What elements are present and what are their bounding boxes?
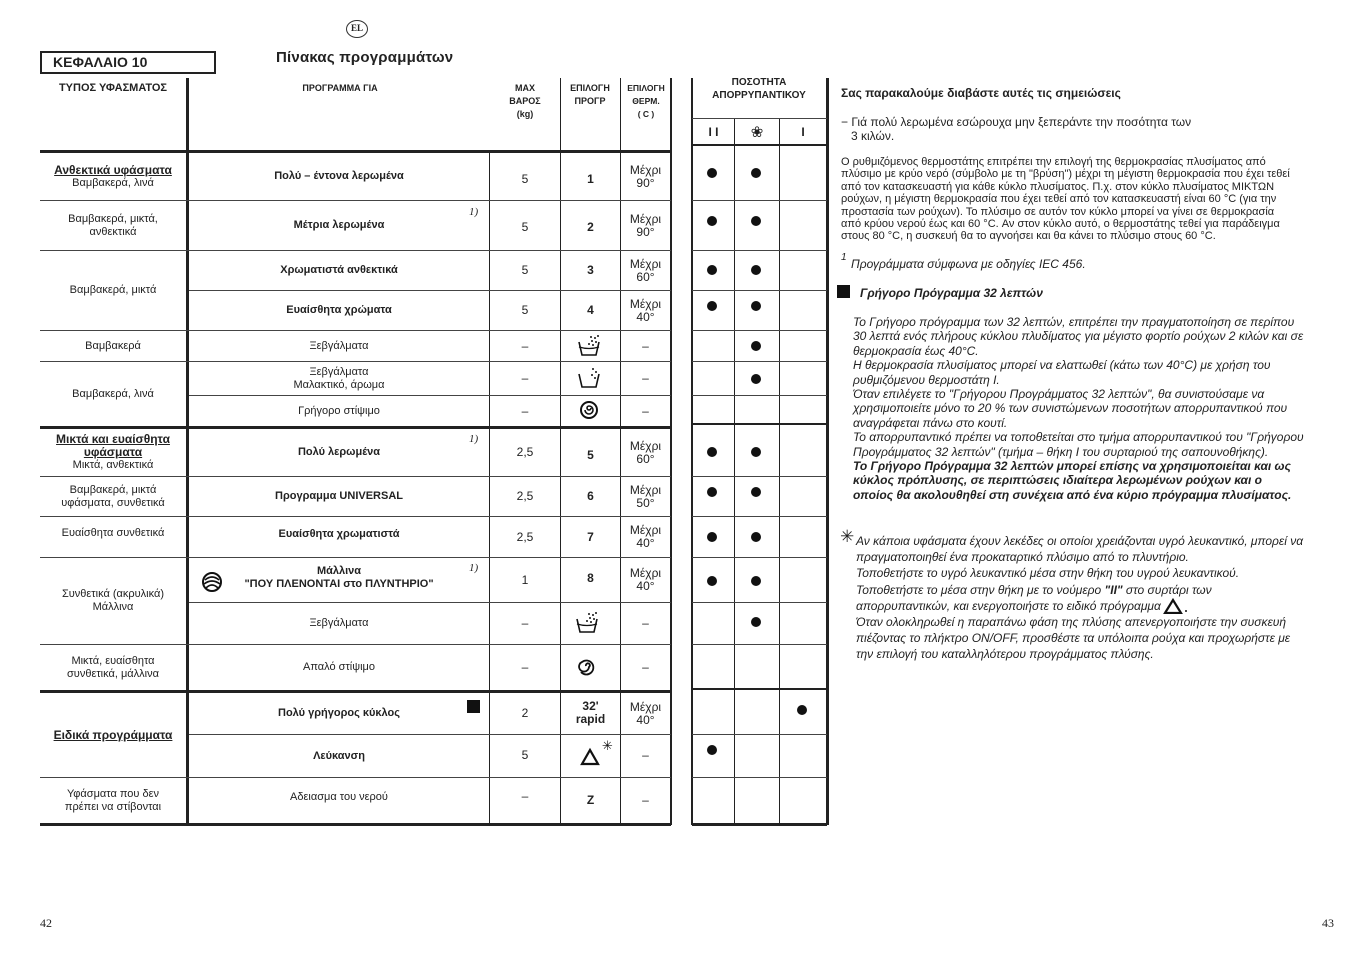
fabric-cell: Βαμβακερά, μικτά xyxy=(69,284,157,296)
spin-icon xyxy=(579,400,599,420)
prog-select-cell: 8 xyxy=(587,570,594,585)
rapid-paragraph: Το Γρήγορο πρόγραμμα των 32 λεπτών, επιτρέπει την πραγματοποίηση σε περίπου 30 λεπτά ενός πλήρους κύκλου πλυδίματος για μέγιστο φορτίο ρούχων 2 κιλών και σε θερμοκρασία έως 40°C. Η θερμοκρασία πλυσίματος μπορεί να ελαττωθεί (κάτω των 40°C) με χρήση του ρυθμιζόμενου θερμοστάτη I. Όταν επιλέγετε το "Γρήγορου Προγράμματος 32 λεπτών", θα συνιστούσαμε να χρησιμοποιείτε μόνο το 20 % των συνιστώμενων ποσοτήτων απορρυπαντικού που αναγράφεται πάνω στο κουτί. Το απορρυπαντικό πρέπει να τοποθετείται στο τμήμα απορρυπαντικού του "Γρήγορου Προγράμματος 32 λεπτών" (τμήμα – θήκη I του συρταριού της σαπουνοθήκης). Το Γρήγορο Πρόγραμμα 32 λεπτών μπορεί επίσης να χρησιμοποιείται και ως κύκλος πρόπλυσης, σε περιπτώσεις ιδιαίτερα λερωμένων ρούχων και ο οποίος θα ακολουθηθεί στη συνέχεια από ένα κύριο πρόγραμμα πλυσίματος. xyxy=(853,315,1304,502)
fabric-cell: Ευαίσθητα συνθετικά xyxy=(61,526,165,539)
weight-cell: 2 xyxy=(521,706,529,720)
footnote-ref: 1) xyxy=(469,562,479,574)
dot-marker xyxy=(751,374,761,384)
weight-cell: – xyxy=(521,616,529,630)
detergent-header: ΠΟΣΟΤΗΤΑ ΑΠΟΡΡΥΠΑΝΤΙΚΟΥ xyxy=(712,77,806,101)
rinse-icon xyxy=(577,334,603,358)
footnote-ref: 1) xyxy=(469,433,479,445)
prog-select-cell: 2 xyxy=(587,219,594,234)
rapid-square-icon xyxy=(467,700,480,713)
dot-marker xyxy=(707,168,717,178)
dot-marker xyxy=(751,617,761,627)
asterisk-icon: ✳ xyxy=(840,527,855,547)
dot-marker xyxy=(751,532,761,542)
dot-marker xyxy=(707,532,717,542)
program-cell: Αδειασμα του νερού xyxy=(290,790,388,803)
bleach-triangle-icon xyxy=(1161,598,1189,614)
program-cell: Λεύκανση xyxy=(313,749,365,762)
weight-cell: 1 xyxy=(521,572,529,587)
dot-marker xyxy=(751,265,761,275)
wool-icon xyxy=(200,570,224,594)
weight-cell: 5 xyxy=(521,263,529,277)
softener-flower-icon: ❀ xyxy=(750,123,764,141)
col-program-header: ΠΡΟΓΡΑΜΜΑ ΓΙΑ xyxy=(302,83,378,93)
program-cell: Απαλό στίψιμο xyxy=(303,661,375,673)
col-prog-select-header: ΕΠΙΛΟΓΗ ΠΡΟΓΡ xyxy=(570,83,610,106)
weight-cell: 5 xyxy=(521,747,529,762)
weight-cell: – xyxy=(521,403,529,418)
chapter-label: ΚΕΦΑΛΑΙΟ 10 xyxy=(40,51,216,74)
program-cell: Ευαίσθητα χρωματιστά xyxy=(278,527,400,540)
footnote-ref: 1) xyxy=(469,206,479,218)
temp-cell: Μέχρι 90° xyxy=(629,211,662,239)
svg-text:✳: ✳ xyxy=(602,739,613,754)
dot-marker xyxy=(707,447,717,457)
temp-cell: – xyxy=(642,616,649,630)
weight-cell: 2,5 xyxy=(516,529,534,544)
dot-marker xyxy=(751,576,761,586)
fabric-cell: Βαμβακερά, λινά xyxy=(72,387,154,400)
col-fabric-header: ΤΥΠΟΣ ΥΦΑΣΜΑΤΟΣ xyxy=(58,82,168,94)
fabric-cell: Μικτά και ευαίσθητα υφάσματα Μικτά, ανθεκτικά xyxy=(56,432,170,471)
program-cell: Ξεβγάλματα Μαλακτικό, άρωμα xyxy=(293,365,385,391)
footnote-mark: 1 xyxy=(841,252,847,263)
thermostat-paragraph: Ο ρυθμιζόμενος θερμοστάτης επιτρέπει την επιλογή της θερμοκρασίας πλυσίματος από πλύσιμο με κρύο νερό (σύμβολο με τη "βρύση") μέχρι τη μέγιστη θερμοκρασία που έχει τεθεί από τον κατασκευαστή για κάθε κύκλο πλυσίματος. Π.χ. στον κύκλο πλυσίματος ΜΙΚΤΩΝ ρούχων, η μέγιστη θερμοκρασία που έχει τεθεί από τον κατασκευαστή είναι 60 °C (για την προστασία των ρούχων). Το πλύσιμο σε αυτόν τον κύκλο μπορεί να γίνει σε θερμοκρασία από κρύου νερού έως και 60 °C. Αν στον κύκλο αυτό, ο θερμοστάτης τεθεί για παράδειγμα στους 80 °C, η συσκευή θα το αγνοήσει και θα κάνει το πλύσιμο στους 60 °C. xyxy=(841,156,1290,243)
dot-marker xyxy=(707,487,717,497)
fabric-cell: Βαμβακερά xyxy=(85,339,141,352)
compartment-ii-label: I I xyxy=(708,124,719,139)
temp-cell: Μέχρι 40° xyxy=(629,296,662,324)
dot-marker xyxy=(751,341,761,351)
prog-select-cell: 5 xyxy=(587,447,594,462)
program-cell: Πολύ λερωμένα xyxy=(297,446,381,458)
temp-cell: Μέχρι 50° xyxy=(629,482,662,510)
temp-cell: – xyxy=(642,371,649,385)
bleach-icon xyxy=(578,738,618,768)
dot-marker xyxy=(707,576,717,586)
program-cell: Ευαίσθητα χρώματα xyxy=(286,304,392,316)
weight-cell: – xyxy=(521,338,529,353)
page-number-left: 42 xyxy=(40,916,52,930)
dot-marker xyxy=(751,168,761,178)
page-number-right: 43 xyxy=(1322,916,1334,930)
notes-heading: Σας παρακαλούμε διαβάστε αυτές τις σημειώσεις xyxy=(841,86,1121,100)
softener-icon xyxy=(577,366,603,390)
program-cell: Μέτρια λερωμένα xyxy=(293,219,385,231)
weight-cell: – xyxy=(521,660,529,674)
program-cell: Χρωματιστά ανθεκτικά xyxy=(280,264,398,276)
prog-select-cell: 32' rapid xyxy=(575,699,606,726)
temp-cell: Μέχρι 40° xyxy=(629,523,662,550)
program-cell: Πολύ – έντονα λερωμένα xyxy=(274,170,404,182)
program-cell: Πολύ γρήγορος κύκλος xyxy=(278,707,400,719)
temp-cell: – xyxy=(642,338,649,353)
footnote-text: Προγράμματα σύμφωνα με οδηγίες IEC 456. xyxy=(851,257,1086,271)
temp-cell: Μέχρι 60° xyxy=(629,438,662,466)
col-weight-header: ΜΑΧ ΒΑΡΟΣ (kg) xyxy=(509,83,541,119)
temp-cell: – xyxy=(642,793,649,807)
dot-marker xyxy=(707,745,717,755)
program-cell: Γρήγορο στίψιμο xyxy=(298,404,380,417)
note-line: − Γιά πολύ λερωμένα εσώρουχα μην ξεπεράντε την ποσότητα των xyxy=(841,115,1192,129)
dot-marker xyxy=(797,705,807,715)
bleach-paragraph: Αν κάποια υφάσματα έχουν λεκέδες οι οποίοι χρειάζονται υγρό λευκαντικό, μπορεί να πραγματοποιηθεί ένα προκαταρτικό πλύσιμο από το πλυντήριο. Τοποθετήστε το υγρό λευκαντικό μέσα στην θήκη του υγρού λευκαντικού. Τοποθετήστε το μέσα στην θήκη με το νούμερο "II" στο συρτάρι των απορρυπαντικών, και ενεργοποιήστε το ειδικό πρόγραμμα Όταν ολοκληρωθεί η παραπάνω φάση της πλύσης απενεργοποιήστε την συσκευή πιέζοντας το πλήκτρο ΟΝ/OFF, προσθέστε τα υπόλοιπα ρούχα και προχωρήστε με την επιλογή του καταλληλότερου προγράμματος πλύσης. xyxy=(856,534,1304,662)
fabric-cell: Υφάσματα που δεν πρέπει να στίβονται xyxy=(64,787,162,813)
dot-marker xyxy=(707,301,717,311)
prog-select-cell: Z xyxy=(586,793,595,807)
weight-cell: – xyxy=(521,371,529,385)
weight-cell: 5 xyxy=(521,303,529,317)
weight-cell: 5 xyxy=(521,171,529,186)
fabric-cell: Μικτά, ευαίσθητα συνθετικά, μάλλινα xyxy=(67,654,159,680)
weight-cell: 5 xyxy=(521,219,529,234)
temp-cell: – xyxy=(642,747,649,762)
prog-select-cell: 6 xyxy=(587,489,594,503)
weight-cell: 2,5 xyxy=(516,489,534,503)
dot-marker xyxy=(751,216,761,226)
dot-marker xyxy=(707,265,717,275)
prog-select-cell: 3 xyxy=(587,263,594,277)
program-cell: Ξεβγάλματα xyxy=(309,617,369,629)
fabric-cell: Ειδικά προγράμματα xyxy=(53,727,173,742)
program-cell: Μάλλινα "ΠΟΥ ΠΛΕΝΟΝΤΑΙ στο ΠΛΥΝΤΗΡΙΟ" xyxy=(244,565,434,590)
col-temp-select-header: ΕΠΙΛΟΓΗ ΘΕΡΜ. ( C ) xyxy=(627,83,665,119)
language-badge: EL xyxy=(346,20,368,38)
rapid-heading: Γρήγορο Πρόγραμμα 32 λεπτών xyxy=(860,286,1043,300)
fabric-cell: Βαμβακερά, μικτά, ανθεκτικά xyxy=(68,212,158,238)
gentle-spin-icon xyxy=(577,656,597,676)
prog-select-cell: 4 xyxy=(587,303,594,317)
weight-cell: 2,5 xyxy=(516,445,534,459)
rinse-icon xyxy=(575,611,601,635)
dot-marker xyxy=(751,487,761,497)
page-title: Πίνακας προγραμμάτων xyxy=(276,49,454,66)
temp-cell: Μέχρι 60° xyxy=(629,256,662,284)
temp-cell: – xyxy=(642,403,649,418)
rapid-square-icon xyxy=(837,285,850,298)
temp-cell: – xyxy=(642,660,649,674)
temp-cell: Μέχρι 40° xyxy=(629,699,662,727)
dot-marker xyxy=(751,447,761,457)
note-line: 3 κιλών. xyxy=(851,129,895,143)
prog-select-cell: 7 xyxy=(587,529,594,544)
fabric-cell: Ανθεκτικά υφάσματα Βαμβακερά, λινά xyxy=(54,162,172,189)
prog-select-cell: 1 xyxy=(587,171,594,186)
compartment-i-label: I xyxy=(801,124,805,139)
dot-marker xyxy=(707,216,717,226)
program-cell: Προγραμμα UNIVERSAL xyxy=(275,490,403,502)
weight-cell: – xyxy=(521,788,529,803)
program-cell: Ξεβγάλματα xyxy=(309,339,369,352)
temp-cell: Μέχρι 90° xyxy=(629,162,662,190)
temp-cell: Μέχρι 40° xyxy=(629,566,662,593)
fabric-cell: Βαμβακερά, μικτά υφάσματα, συνθετικά xyxy=(61,483,165,509)
dot-marker xyxy=(751,301,761,311)
fabric-cell: Συνθετικά (ακρυλικά) Μάλλινα xyxy=(61,588,165,613)
